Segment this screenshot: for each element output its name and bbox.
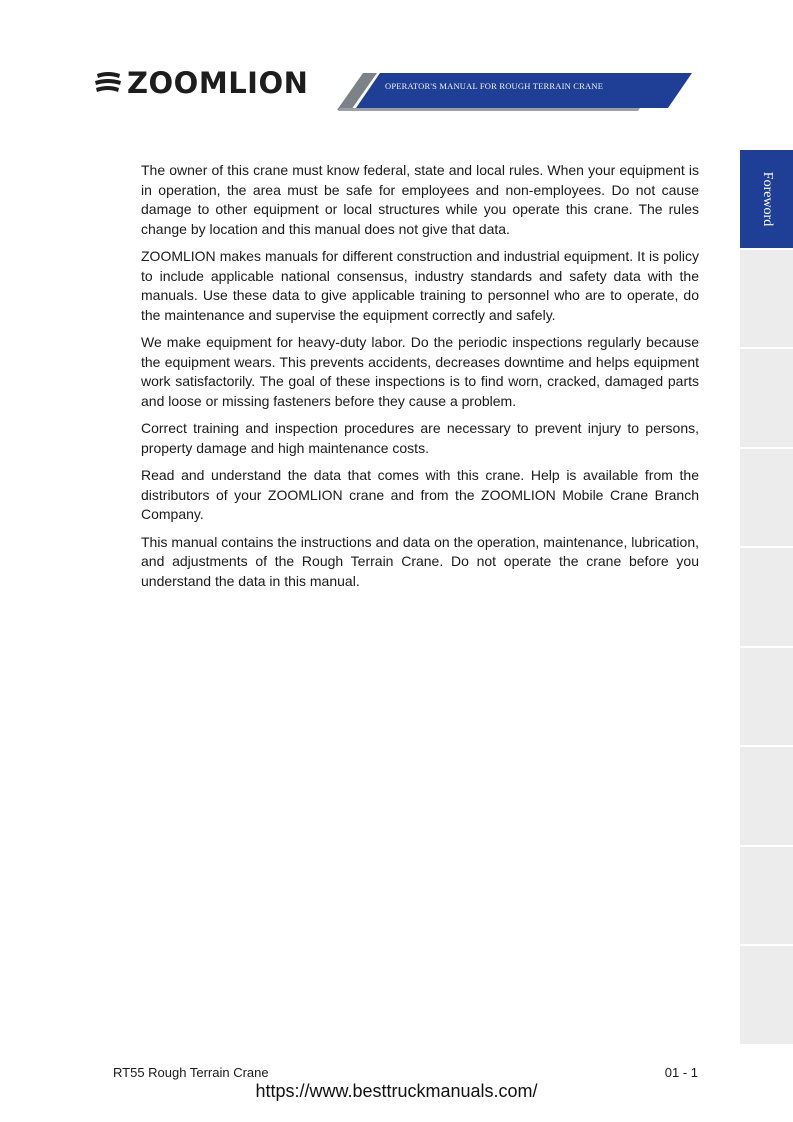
tab-chapter-4[interactable] — [740, 449, 793, 549]
foreword-body — [141, 161, 699, 599]
manual-title-banner: OPERATOR'S MANUAL FOR ROUGH TERRAIN CRANE — [385, 81, 604, 91]
tab-foreword[interactable] — [740, 150, 793, 250]
brand-name: ZOOMLION — [127, 66, 309, 100]
page-header — [0, 0, 793, 125]
tab-chapter-6[interactable] — [740, 648, 793, 748]
tab-foreword-label: Foreword — [759, 171, 775, 226]
paragraph-manual-contents: This manual contains the instructions and data on the operation, maintenance, lubrication, and adjustments of the Rough Terrain Crane. Do not operate the crane before you understand the data in this manual. — [141, 533, 699, 589]
tab-chapter-9[interactable] — [740, 946, 793, 1046]
footer-url[interactable]: https://www.besttruckmanuals.com/ — [255, 1081, 538, 1101]
tab-chapter-5[interactable] — [740, 548, 793, 648]
tab-chapter-3[interactable] — [740, 349, 793, 449]
tab-chapter-2[interactable] — [740, 250, 793, 350]
chapter-tabs — [740, 150, 793, 1046]
paragraph-inspections: We make equipment for heavy-duty labor. Do the periodic inspections regularly because the equipment wears. This prevents accidents, decreases downtime and helps equipment work satisfactorily. The goal of these inspections is to find worn, cracked, damaged parts and loose or missing fasteners before they cause a problem. — [141, 334, 699, 409]
footer-page-number: 01 - 1 — [664, 1065, 698, 1080]
paragraph-training: Correct training and inspection procedures are necessary to prevent injury to persons, property damage and high maintenance costs. — [141, 420, 699, 456]
paragraph-manuals-policy: ZOOMLION makes manuals for different construction and industrial equipment. It is policy to include applicable national consensus, industry standards and safety data with the manuals. Use these data to give applicable training to personnel who are to operate, do the maintenance and supervise the equipment correctly and safely. — [141, 248, 699, 323]
zoomlion-logo — [93, 66, 308, 100]
zoomlion-logo-icon — [93, 71, 123, 95]
grey-underline — [338, 108, 640, 111]
paragraph-local-rules: The owner of this crane must know federal, state and local rules. When your equipment is in operation, the area must be safe for employees and non-employees. Do not cause damage to other equipment or local structures while you operate this crane. The rules change by location and this manual does not give that data. — [141, 162, 699, 237]
footer-model: RT55 Rough Terrain Crane — [113, 1065, 269, 1080]
tab-chapter-8[interactable] — [740, 847, 793, 947]
paragraph-help: Read and understand the data that comes with this crane. Help is available from the distributors of your ZOOMLION crane and from the ZOOMLION Mobile Crane Branch Company. — [141, 467, 699, 522]
header-banner-graphic — [0, 0, 793, 125]
tab-chapter-7[interactable] — [740, 747, 793, 847]
